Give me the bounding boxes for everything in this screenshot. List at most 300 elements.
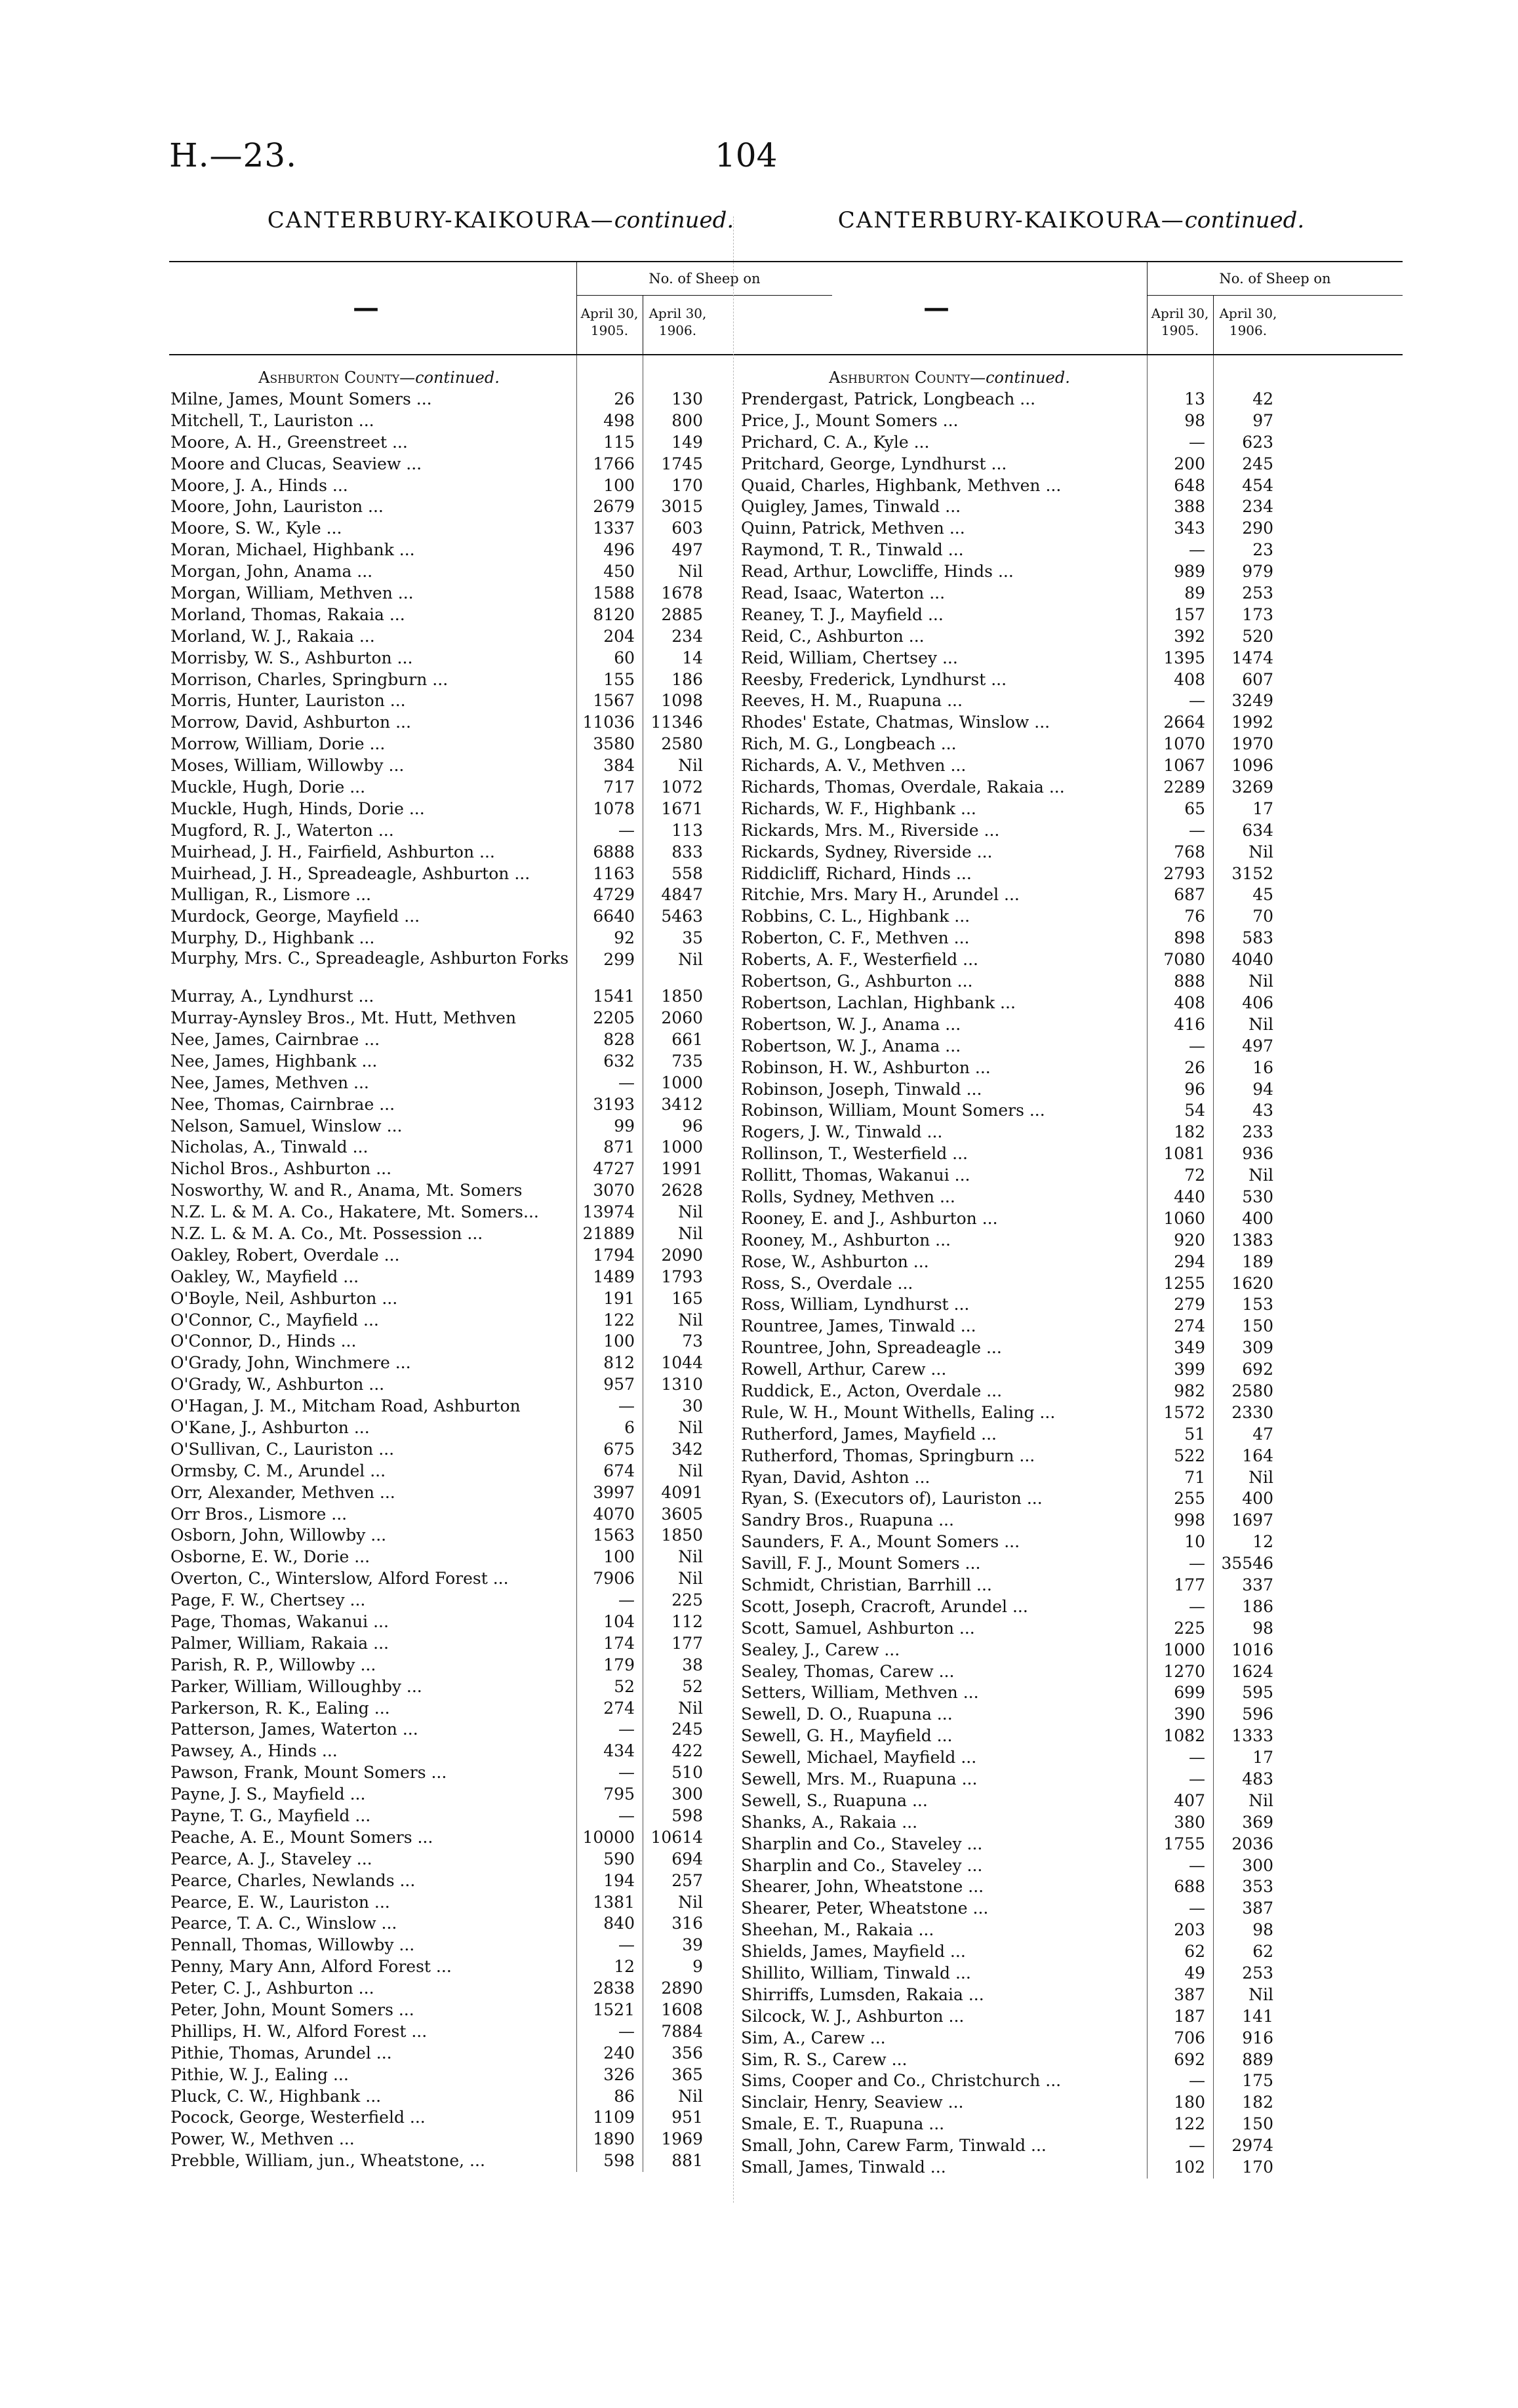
sheep-1905: 590 xyxy=(603,1849,635,1868)
holder-name: Milne, James, Mount Somers ... xyxy=(170,389,432,408)
sheep-1905: 1572 xyxy=(1163,1402,1205,1422)
sheep-1905: 408 xyxy=(1174,993,1205,1012)
left-header-group: No. of Sheep on xyxy=(576,262,832,296)
sheep-1906: 2885 xyxy=(661,604,703,624)
sheep-1905: 157 xyxy=(1174,604,1205,624)
table-row xyxy=(740,1747,1403,1769)
sheep-1906: 3152 xyxy=(1231,863,1273,883)
holder-name: Murray, A., Lyndhurst ... xyxy=(170,987,374,1006)
sheep-1906: 62 xyxy=(1252,1942,1273,1962)
sheep-1905: 1395 xyxy=(1163,648,1205,667)
sheep-1906: 2974 xyxy=(1231,2136,1273,2156)
holder-name: Rowell, Arthur, Carew ... xyxy=(741,1360,947,1379)
holder-name: Robbins, C. L., Highbank ... xyxy=(741,907,970,926)
holder-name: Peache, A. E., Mount Somers ... xyxy=(170,1827,433,1847)
holder-name: Pocock, George, Westerfield ... xyxy=(170,2108,426,2127)
table-row xyxy=(740,1122,1403,1143)
table-row xyxy=(740,690,1403,712)
sheep-1905: 1270 xyxy=(1163,1661,1205,1681)
sheep-1905: 180 xyxy=(1174,2093,1205,2112)
sheep-1905: 98 xyxy=(1184,410,1205,430)
sheep-1906: Nil xyxy=(1248,1984,1273,2004)
sheep-1905: 99 xyxy=(614,1116,635,1135)
holder-name: Pearce, E. W., Lauriston ... xyxy=(170,1892,390,1912)
table-row xyxy=(740,1143,1403,1165)
sheep-1905: — xyxy=(1189,820,1205,840)
holder-name: Shearer, John, Wheatstone ... xyxy=(741,1877,984,1897)
sheep-1905: 52 xyxy=(614,1676,635,1696)
sheep-1905: 92 xyxy=(614,928,635,948)
sheep-1905: — xyxy=(618,1935,635,1955)
holder-name: Pearce, T. A. C., Winslow ... xyxy=(170,1914,397,1933)
holder-name: Patterson, James, Waterton ... xyxy=(170,1720,418,1739)
sheep-1906: 400 xyxy=(1242,1489,1273,1509)
holder-name: Rogers, J. W., Tinwald ... xyxy=(741,1122,943,1142)
sheep-1906: 1992 xyxy=(1231,713,1273,732)
sheep-1906: 2330 xyxy=(1231,1402,1273,1422)
holder-name: Morland, Thomas, Rakaia ... xyxy=(170,604,405,624)
sheep-1906: 98 xyxy=(1252,1618,1273,1638)
table-row xyxy=(740,518,1403,540)
holder-name: Roberton, C. F., Methven ... xyxy=(741,928,970,948)
sheep-1906: 387 xyxy=(1242,1899,1273,1918)
holder-name: Page, Thomas, Wakanui ... xyxy=(170,1611,389,1631)
holder-name: Moore, S. W., Kyle ... xyxy=(170,519,342,538)
sheep-1906: 1850 xyxy=(661,987,703,1006)
holder-name: Moore, A. H., Greenstreet ... xyxy=(170,432,408,452)
sheep-1906: 290 xyxy=(1242,519,1273,538)
sheep-1906: 1333 xyxy=(1231,1726,1273,1746)
sheep-1906: 257 xyxy=(671,1870,703,1890)
table-row xyxy=(740,583,1403,604)
sheep-1905: 299 xyxy=(603,950,635,970)
sheep-1906: 186 xyxy=(671,669,703,689)
sheep-1905: 2793 xyxy=(1163,863,1205,883)
holder-name: Rooney, E. and J., Ashburton ... xyxy=(741,1208,998,1228)
sheep-1905: 10000 xyxy=(582,1827,635,1847)
sheep-1906: 353 xyxy=(1242,1877,1273,1897)
sheep-1906: 2580 xyxy=(1231,1381,1273,1400)
table-row xyxy=(740,1963,1403,1984)
table-row xyxy=(740,496,1403,518)
table-row xyxy=(740,1402,1403,1424)
sheep-1905: 12 xyxy=(614,1957,635,1977)
sheep-1906: 225 xyxy=(671,1590,703,1610)
sheep-1906: 596 xyxy=(1242,1705,1273,1724)
sheep-1906: 369 xyxy=(1242,1812,1273,1832)
right-header-group: No. of Sheep on xyxy=(1147,262,1403,296)
holder-name: Sewell, S., Ruapuna ... xyxy=(741,1790,928,1810)
page-number: 104 xyxy=(715,136,778,174)
right-header-dash: — xyxy=(923,292,949,323)
holder-name: Moore, J. A., Hinds ... xyxy=(170,475,348,495)
sheep-1905: 60 xyxy=(614,648,635,667)
sheep-1906: 177 xyxy=(671,1633,703,1653)
table-row xyxy=(740,2028,1403,2049)
sheep-1905: 4729 xyxy=(593,885,635,905)
sheep-1906: 149 xyxy=(671,432,703,452)
sheep-1906: 3249 xyxy=(1231,691,1273,711)
table-row xyxy=(740,1165,1403,1187)
holder-name: Raymond, T. R., Tinwald ... xyxy=(741,540,964,560)
right-header-1906-line1: April 30, xyxy=(1219,306,1277,321)
table-row xyxy=(740,1316,1403,1337)
table-row xyxy=(740,820,1403,842)
sheep-1906: 607 xyxy=(1242,669,1273,689)
sheep-1906: 510 xyxy=(671,1763,703,1783)
holder-name: Rolls, Sydney, Methven ... xyxy=(741,1187,955,1206)
holder-name: Sheehan, M., Rakaia ... xyxy=(741,1920,934,1940)
sheep-1906: 342 xyxy=(671,1439,703,1459)
sheep-1906: 497 xyxy=(1242,1036,1273,1056)
holder-name: Pennall, Thomas, Willowby ... xyxy=(170,1935,415,1955)
sheep-1905: 982 xyxy=(1174,1381,1205,1400)
holder-name: Roberts, A. F., Westerfield ... xyxy=(741,950,978,970)
sheep-1906: 1098 xyxy=(661,691,703,711)
sheep-1905: 675 xyxy=(603,1439,635,1459)
sheep-1905: 240 xyxy=(603,2043,635,2063)
sheep-1906: 454 xyxy=(1242,475,1273,495)
holder-name: Parker, William, Willoughby ... xyxy=(170,1676,422,1696)
table-row xyxy=(740,1575,1403,1596)
sheep-1905: — xyxy=(618,1396,635,1416)
sheep-1905: 840 xyxy=(603,1914,635,1933)
sheep-1906: 735 xyxy=(671,1051,703,1071)
holder-name: Muckle, Hugh, Dorie ... xyxy=(170,778,366,797)
holder-name: Muirhead, J. H., Spreadeagle, Ashburton ... xyxy=(170,863,530,883)
table-row xyxy=(740,884,1403,906)
table-row xyxy=(740,712,1403,734)
holder-name: Penny, Mary Ann, Alford Forest ... xyxy=(170,1957,452,1977)
sheep-1906: 112 xyxy=(671,1611,703,1631)
holder-name: Scott, Samuel, Ashburton ... xyxy=(741,1618,975,1638)
sheep-1906: 603 xyxy=(671,519,703,538)
holder-name: Ryan, S. (Executors of), Lauriston ... xyxy=(741,1489,1043,1509)
sheep-1905: 72 xyxy=(1184,1166,1205,1185)
sheep-1906: 833 xyxy=(671,842,703,861)
sheep-1905: 7080 xyxy=(1163,950,1205,970)
sheep-1905: 998 xyxy=(1174,1510,1205,1530)
sheep-1905: 225 xyxy=(1174,1618,1205,1638)
holder-name: Osborne, E. W., Dorie ... xyxy=(170,1547,370,1567)
sheep-1906: 1624 xyxy=(1231,1661,1273,1681)
sheep-1906: 3015 xyxy=(661,497,703,517)
sheep-1905: — xyxy=(1189,432,1205,452)
holder-name: Sharplin and Co., Staveley ... xyxy=(741,1834,983,1853)
sheep-1906: 153 xyxy=(1242,1295,1273,1314)
sheep-1906: 4040 xyxy=(1231,950,1273,970)
holder-name: Sandry Bros., Ruapuna ... xyxy=(741,1510,954,1530)
sheep-1905: 182 xyxy=(1174,1122,1205,1142)
sheep-1906: 1000 xyxy=(661,1137,703,1157)
sheep-1906: 234 xyxy=(1242,497,1273,517)
sheep-1906: 30 xyxy=(682,1396,703,1416)
holder-name: Mulligan, R., Lismore ... xyxy=(170,885,371,905)
sheep-1905: 1755 xyxy=(1163,1834,1205,1853)
sheep-1905: 1381 xyxy=(593,1892,635,1912)
holder-name: Reid, C., Ashburton ... xyxy=(741,626,925,646)
table-row xyxy=(740,1834,1403,1855)
sheep-1906: 170 xyxy=(671,475,703,495)
sheep-1906: 173 xyxy=(1242,604,1273,624)
sheep-1905: 122 xyxy=(1174,2114,1205,2134)
sheep-1905: 384 xyxy=(603,756,635,776)
table-row xyxy=(740,1876,1403,1898)
sheep-1905: 648 xyxy=(1174,475,1205,495)
sheep-1905: 390 xyxy=(1174,1705,1205,1724)
table-row xyxy=(740,1682,1403,1704)
sheep-1905: — xyxy=(1189,1855,1205,1875)
holder-name: Ritchie, Mrs. Mary H., Arundel ... xyxy=(741,885,1020,905)
sheep-1906: 165 xyxy=(671,1288,703,1308)
holder-name: Sewell, D. O., Ruapuna ... xyxy=(741,1705,953,1724)
holder-name: Rickards, Mrs. M., Riverside ... xyxy=(741,820,1000,840)
sheep-1906: 936 xyxy=(1242,1144,1273,1164)
sheep-1906: 7884 xyxy=(661,2021,703,2041)
left-section-text: Ashburton County— xyxy=(258,368,416,387)
holder-name: Pearce, A. J., Staveley ... xyxy=(170,1849,372,1868)
sheep-1905: 388 xyxy=(1174,497,1205,517)
right-rows xyxy=(740,389,1403,2179)
holder-name: Reesby, Frederick, Lyndhurst ... xyxy=(741,669,1007,689)
sheep-1906: 96 xyxy=(682,1116,703,1135)
sheep-1906: Nil xyxy=(678,562,703,582)
left-header-dash: — xyxy=(353,292,379,323)
sheep-1906: 595 xyxy=(1242,1683,1273,1703)
sheep-1905: 920 xyxy=(1174,1230,1205,1250)
sheep-1906: 3269 xyxy=(1231,778,1273,797)
sheep-1905: 408 xyxy=(1174,669,1205,689)
holder-name: Scott, Joseph, Cracroft, Arundel ... xyxy=(741,1596,1028,1616)
sheep-1905: 1000 xyxy=(1163,1640,1205,1659)
sheep-1905: 812 xyxy=(603,1353,635,1373)
holder-name: O'Connor, C., Mayfield ... xyxy=(170,1310,379,1330)
sheep-1906: 300 xyxy=(1242,1855,1273,1875)
sheep-1905: 434 xyxy=(603,1741,635,1761)
holder-name: Reeves, H. M., Ruapuna ... xyxy=(741,691,963,711)
holder-name: Pawson, Frank, Mount Somers ... xyxy=(170,1763,447,1783)
sheep-1906: Nil xyxy=(678,1569,703,1589)
sheep-1905: 204 xyxy=(603,626,635,646)
table-row xyxy=(740,1618,1403,1640)
sheep-1905: 1563 xyxy=(593,1526,635,1545)
table-row xyxy=(740,971,1403,993)
holder-name: Muckle, Hugh, Hinds, Dorie ... xyxy=(170,799,425,818)
sheep-1905: 1070 xyxy=(1163,734,1205,754)
holder-name: Oakley, Robert, Overdale ... xyxy=(170,1245,400,1265)
sheep-1906: 175 xyxy=(1242,2071,1273,2091)
sheep-1906: 1044 xyxy=(661,1353,703,1373)
holder-name: N.Z. L. & M. A. Co., Mt. Possession ... xyxy=(170,1223,483,1243)
table-row xyxy=(740,1014,1403,1036)
sheep-1905: 1567 xyxy=(593,691,635,711)
table-row xyxy=(740,1100,1403,1122)
sheep-1905: 4070 xyxy=(593,1504,635,1524)
sheep-1906: 12 xyxy=(1252,1532,1273,1552)
holder-name: Rollinson, T., Westerfield ... xyxy=(741,1144,969,1164)
table-row xyxy=(740,1057,1403,1079)
holder-name: Sim, R. S., Carew ... xyxy=(741,2049,908,2069)
holder-name: Reid, William, Chertsey ... xyxy=(741,648,958,667)
holder-name: O'Kane, J., Ashburton ... xyxy=(170,1417,370,1437)
sheep-1906: 70 xyxy=(1252,907,1273,926)
sheep-1906: 1383 xyxy=(1231,1230,1273,1250)
sheep-1906: Nil xyxy=(1248,972,1273,991)
right-heading-continued: continued. xyxy=(1184,207,1305,233)
holder-name: Rhodes' Estate, Chatmas, Winslow ... xyxy=(741,713,1050,732)
holder-name: Pluck, C. W., Highbank ... xyxy=(170,2086,382,2106)
holder-name: Read, Arthur, Lowcliffe, Hinds ... xyxy=(741,562,1014,582)
holder-name: Sinclair, Henry, Seaview ... xyxy=(741,2093,964,2112)
sheep-1906: 337 xyxy=(1242,1575,1273,1594)
holder-name: Richards, W. F., Highbank ... xyxy=(741,799,976,818)
holder-name: Parkerson, R. K., Ealing ... xyxy=(170,1698,390,1718)
holder-name: Morrison, Charles, Springburn ... xyxy=(170,669,449,689)
holder-name: Mugford, R. J., Waterton ... xyxy=(170,820,394,840)
sheep-1905: 26 xyxy=(614,389,635,408)
table-row xyxy=(740,648,1403,669)
left-header-1905 xyxy=(576,296,642,354)
sheep-1905: 706 xyxy=(1174,2028,1205,2047)
table-row xyxy=(740,1252,1403,1273)
sheep-1905: 155 xyxy=(603,669,635,689)
sheep-1906: 23 xyxy=(1252,540,1273,560)
table-row xyxy=(740,1446,1403,1467)
table-row xyxy=(740,1726,1403,1747)
holder-name: Murray-Aynsley Bros., Mt. Hutt, Methven xyxy=(170,1008,517,1028)
table-row xyxy=(740,863,1403,885)
sheep-1905: 399 xyxy=(1174,1360,1205,1379)
left-header-1906-line2: 1906. xyxy=(658,323,697,338)
sheep-1905: 795 xyxy=(603,1785,635,1804)
sheep-1905: 6888 xyxy=(593,842,635,861)
sheep-1905: 2679 xyxy=(593,497,635,517)
sheep-1905: 1337 xyxy=(593,519,635,538)
sheep-1905: — xyxy=(618,1763,635,1783)
holder-name: Savill, F. J., Mount Somers ... xyxy=(741,1554,981,1573)
sheep-1906: 1678 xyxy=(661,583,703,603)
holder-name: Robertson, Lachlan, Highbank ... xyxy=(741,993,1016,1012)
holder-name: Peter, C. J., Ashburton ... xyxy=(170,1979,374,1998)
right-section-heading xyxy=(740,367,1146,389)
sheep-1906: 38 xyxy=(682,1655,703,1674)
sheep-1905: 6640 xyxy=(593,907,635,926)
sheep-1905: 416 xyxy=(1174,1014,1205,1034)
left-header-1905-line2: 1905. xyxy=(590,323,629,338)
sheep-1905: — xyxy=(618,2021,635,2041)
sheep-1906: 141 xyxy=(1242,2006,1273,2026)
sheep-1905: 191 xyxy=(603,1288,635,1308)
sheep-1906: 233 xyxy=(1242,1122,1273,1142)
holder-name: Nelson, Samuel, Winslow ... xyxy=(170,1116,403,1135)
holder-name: Prendergast, Patrick, Longbeach ... xyxy=(741,389,1036,408)
sheep-1905: 104 xyxy=(603,1611,635,1631)
table-row xyxy=(740,1337,1403,1359)
holder-name: Rose, W., Ashburton ... xyxy=(741,1252,929,1271)
sheep-1905: 1060 xyxy=(1163,1208,1205,1228)
sheep-1905: 2664 xyxy=(1163,713,1205,732)
sheep-1905: 2838 xyxy=(593,1979,635,1998)
table-row xyxy=(740,1553,1403,1575)
sheep-1906: 422 xyxy=(671,1741,703,1761)
sheep-1906: 558 xyxy=(671,863,703,883)
sheep-1906: 1969 xyxy=(661,2129,703,2149)
holder-name: O'Grady, John, Winchmere ... xyxy=(170,1353,411,1373)
table-row xyxy=(740,1187,1403,1208)
sheep-1906: 253 xyxy=(1242,583,1273,603)
sheep-1906: 2580 xyxy=(661,734,703,754)
sheep-1905: 174 xyxy=(603,1633,635,1653)
sheep-1905: 11036 xyxy=(582,713,635,732)
sheep-1905: 522 xyxy=(1174,1446,1205,1465)
sheep-1906: 1474 xyxy=(1231,648,1273,667)
sheep-1906: Nil xyxy=(678,2086,703,2106)
holder-name: O'Connor, D., Hinds ... xyxy=(170,1332,357,1351)
holder-name: Orr Bros., Lismore ... xyxy=(170,1504,348,1524)
sheep-1905: 1067 xyxy=(1163,756,1205,776)
sheep-1905: — xyxy=(618,1806,635,1825)
table-row xyxy=(740,906,1403,928)
sheep-1906: 3605 xyxy=(661,1504,703,1524)
sheep-1905: 54 xyxy=(1184,1101,1205,1120)
holder-name: Schmidt, Christian, Barrhill ... xyxy=(741,1575,992,1594)
table-row xyxy=(740,540,1403,561)
holder-name: Morrisby, W. S., Ashburton ... xyxy=(170,648,413,667)
sheep-1906: 45 xyxy=(1252,885,1273,905)
sheep-1906: 182 xyxy=(1242,2093,1273,2112)
sheep-1905: 888 xyxy=(1174,972,1205,991)
left-header-1906 xyxy=(643,296,712,354)
sheep-1905: 89 xyxy=(1184,583,1205,603)
sheep-1906: Nil xyxy=(678,950,703,970)
holder-name: Nichol Bros., Ashburton ... xyxy=(170,1159,392,1179)
holder-name: Rich, M. G., Longbeach ... xyxy=(741,734,957,754)
sheep-1906: 365 xyxy=(671,2064,703,2084)
holder-name: Moran, Michael, Highbank ... xyxy=(170,540,415,560)
sheep-1905: 957 xyxy=(603,1375,635,1394)
table-row xyxy=(740,410,1403,432)
sheep-1906: 35 xyxy=(682,928,703,948)
holder-name: Ross, William, Lyndhurst ... xyxy=(741,1295,970,1314)
sheep-1906: 14 xyxy=(682,648,703,667)
holder-name: Morrow, William, Dorie ... xyxy=(170,734,386,754)
sheep-1905: 898 xyxy=(1174,928,1205,948)
holder-name: Sims, Cooper and Co., Christchurch ... xyxy=(741,2071,1062,2091)
sheep-1906: 39 xyxy=(682,1935,703,1955)
sheep-1905: 100 xyxy=(603,1547,635,1567)
right-header-1905-line2: 1905. xyxy=(1161,323,1199,338)
holder-name: Quaid, Charles, Highbank, Methven ... xyxy=(741,475,1062,495)
sheep-1906: 47 xyxy=(1252,1424,1273,1444)
table-row xyxy=(740,1488,1403,1510)
sheep-1905: 49 xyxy=(1184,1964,1205,1983)
table-row xyxy=(740,626,1403,648)
holder-name: Richards, A. V., Methven ... xyxy=(741,756,967,776)
table-row xyxy=(740,1920,1403,1941)
sheep-1906: 1793 xyxy=(661,1267,703,1286)
sheep-1905: 96 xyxy=(1184,1079,1205,1099)
holder-name: Pithie, Thomas, Arundel ... xyxy=(170,2043,392,2063)
sheep-1906: 1970 xyxy=(1231,734,1273,754)
sheep-1905: 1489 xyxy=(593,1267,635,1286)
sheep-1906: 170 xyxy=(1242,2158,1273,2177)
sheep-1906: Nil xyxy=(678,756,703,776)
sheep-1906: 2628 xyxy=(661,1181,703,1200)
holder-name: Ormsby, C. M., Arundel ... xyxy=(170,1461,386,1480)
sheep-1905: — xyxy=(1189,691,1205,711)
holder-name: Quigley, James, Tinwald ... xyxy=(741,497,961,517)
holder-name: Shirriffs, Lumsden, Rakaia ... xyxy=(741,1984,984,2004)
